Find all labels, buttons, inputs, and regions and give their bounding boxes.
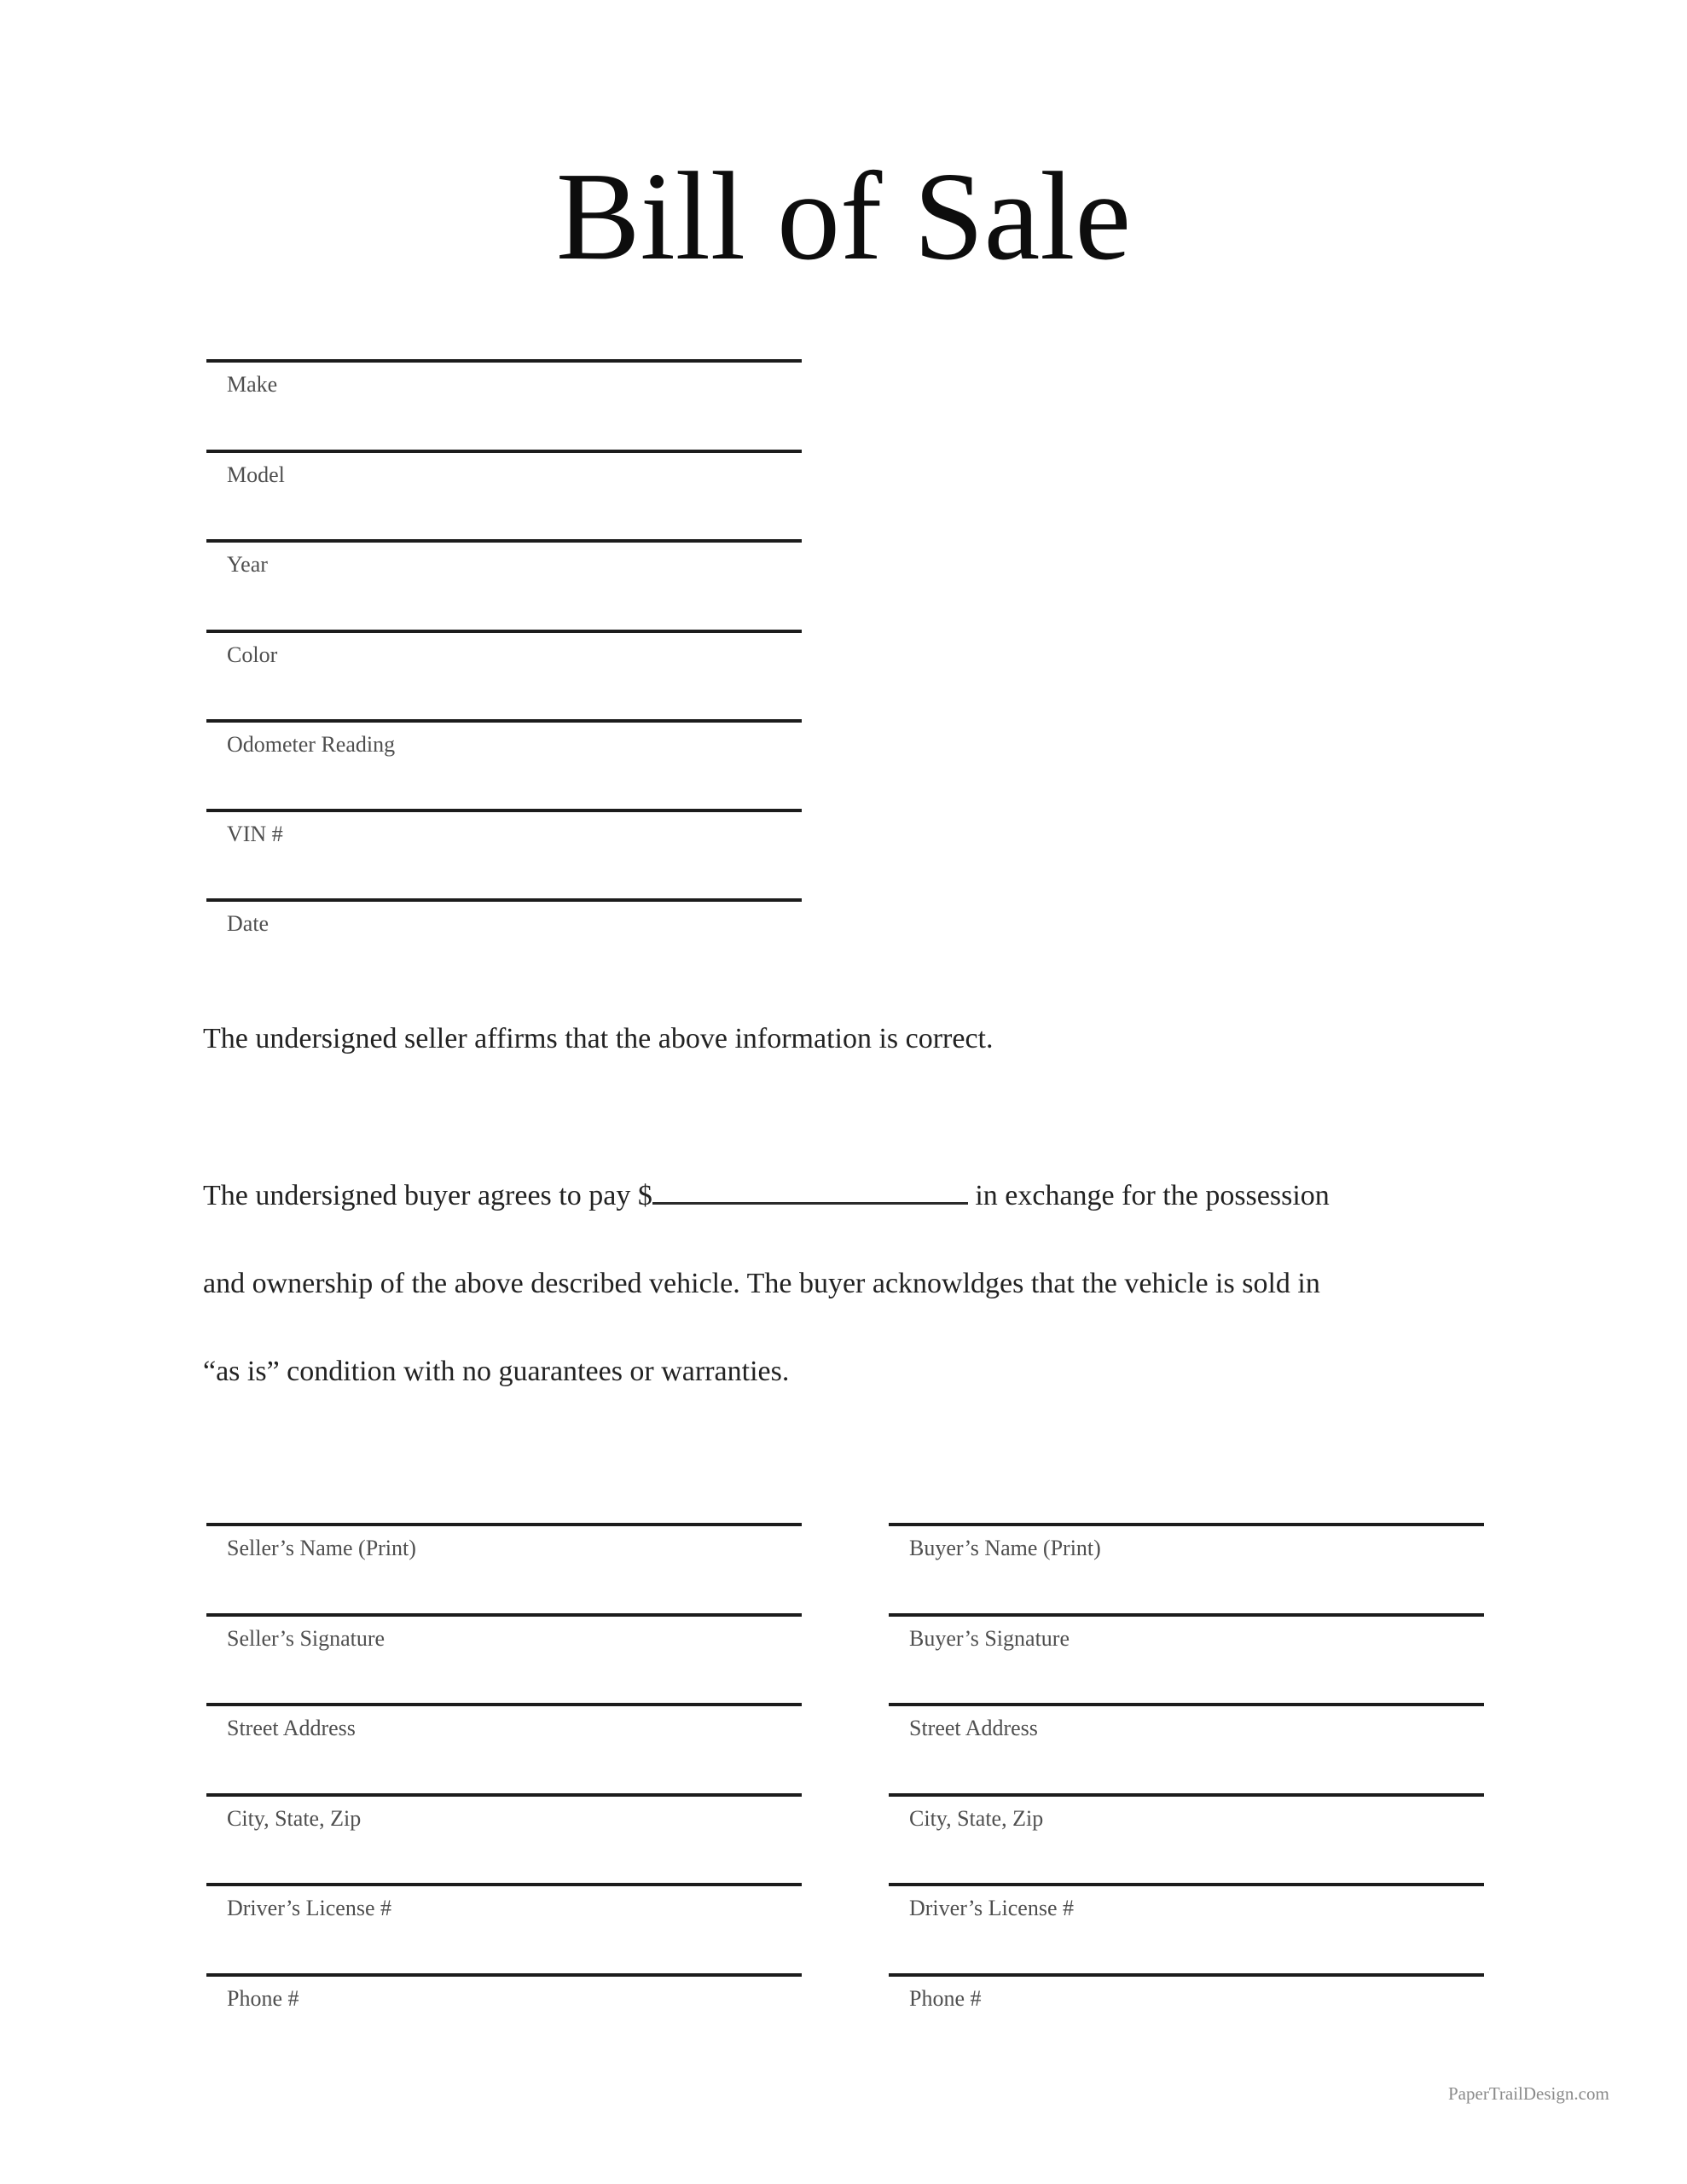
buyer-agreement-line1 <box>203 1152 1330 1240</box>
buyer-phone-line[interactable] <box>889 1973 1484 2012</box>
buyer-phone-label: Phone # <box>909 1986 982 2011</box>
vin-field-label: VIN # <box>227 822 283 846</box>
sellers-signature-line[interactable] <box>206 1613 802 1652</box>
odometer-field-label: Odometer Reading <box>227 732 396 757</box>
buyer-agreement-paragraph <box>203 1152 1330 1415</box>
buyer-street-address-label: Street Address <box>909 1716 1038 1740</box>
buyers-signature-line[interactable] <box>889 1613 1484 1652</box>
color-field-label: Color <box>227 642 278 667</box>
vin-field-line[interactable] <box>206 809 802 847</box>
odometer-field-line[interactable] <box>206 719 802 758</box>
sellers-name-label: Seller’s Name (Print) <box>227 1536 416 1560</box>
seller-street-address-line[interactable] <box>206 1703 802 1741</box>
buyers-signature-label: Buyer’s Signature <box>909 1626 1070 1651</box>
seller-street-address-label: Street Address <box>227 1716 356 1740</box>
buyer-agreement-line1-suffix: in exchange for the possession <box>967 1180 1330 1211</box>
buyers-name-label: Buyer’s Name (Print) <box>909 1536 1101 1560</box>
seller-affirmation-text: The undersigned seller affirms that the above information is correct. <box>203 1023 994 1054</box>
make-field-line[interactable] <box>206 359 802 398</box>
buyer-agreement-line3: “as is” condition with no guarantees or warranties. <box>203 1356 790 1387</box>
seller-phone-line[interactable] <box>206 1973 802 2012</box>
buyer-drivers-license-line[interactable] <box>889 1883 1484 1921</box>
seller-drivers-license-label: Driver’s License # <box>227 1896 392 1920</box>
amount-blank-line[interactable] <box>652 1173 968 1205</box>
buyer-agreement-line1-prefix: The undersigned buyer agrees to pay $ <box>203 1180 652 1211</box>
seller-phone-label: Phone # <box>227 1986 299 2011</box>
buyer-drivers-license-label: Driver’s License # <box>909 1896 1075 1920</box>
year-field-line[interactable] <box>206 539 802 578</box>
page-title: Bill of Sale <box>555 147 1132 287</box>
buyer-street-address-line[interactable] <box>889 1703 1484 1741</box>
buyers-name-line[interactable] <box>889 1523 1484 1561</box>
make-field-label: Make <box>227 372 278 397</box>
seller-city-state-zip-line[interactable] <box>206 1793 802 1832</box>
date-field-label: Date <box>227 911 270 936</box>
sellers-signature-label: Seller’s Signature <box>227 1626 386 1651</box>
model-field-label: Model <box>227 462 285 487</box>
buyer-city-state-zip-label: City, State, Zip <box>909 1806 1044 1831</box>
buyer-city-state-zip-line[interactable] <box>889 1793 1484 1832</box>
year-field-label: Year <box>227 552 268 577</box>
color-field-line[interactable] <box>206 630 802 668</box>
model-field-line[interactable] <box>206 450 802 488</box>
date-field-line[interactable] <box>206 898 802 937</box>
sellers-name-line[interactable] <box>206 1523 802 1561</box>
seller-drivers-license-line[interactable] <box>206 1883 802 1921</box>
buyer-agreement-line2: and ownership of the above described vehicle. The buyer acknowldges that the vehicle is sold in <box>203 1268 1320 1299</box>
seller-city-state-zip-label: City, State, Zip <box>227 1806 362 1831</box>
footer-credit: PaperTrailDesign.com <box>1448 2083 1609 2104</box>
